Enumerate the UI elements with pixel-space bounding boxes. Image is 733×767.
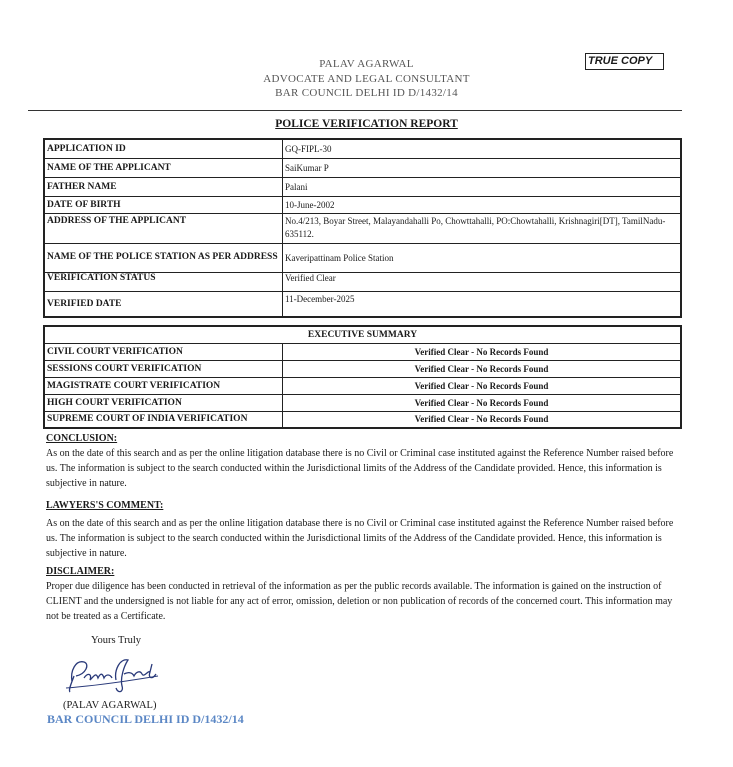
detail-label: NAME OF THE APPLICANT xyxy=(44,158,283,177)
summary-value: Verified Clear - No Records Found xyxy=(283,343,682,360)
signatory-name: (PALAV AGARWAL) xyxy=(63,700,157,711)
conclusion-section xyxy=(46,431,686,491)
table-row xyxy=(44,213,681,243)
report-title: POLICE VERIFICATION REPORT xyxy=(275,118,458,130)
executive-summary-table xyxy=(43,325,682,429)
lawyers-comment-section xyxy=(46,498,686,561)
table-row xyxy=(44,394,681,411)
detail-value: 11-December-2025 xyxy=(283,291,682,317)
table-row xyxy=(44,326,681,343)
closing-text: Yours Truly xyxy=(91,635,142,646)
table-row xyxy=(44,377,681,394)
lawyers-comment-heading: LAWYERS'S COMMENT: xyxy=(46,500,164,511)
detail-value: GQ-FIPL-30 xyxy=(283,139,682,158)
detail-value: Palani xyxy=(283,177,682,196)
detail-value: Kaveripattinam Police Station xyxy=(283,243,682,272)
detail-label: FATHER NAME xyxy=(44,177,283,196)
true-copy-stamp: TRUE COPY xyxy=(585,53,664,70)
table-row xyxy=(44,291,681,317)
summary-label: HIGH COURT VERIFICATION xyxy=(44,394,283,411)
table-row xyxy=(44,158,681,177)
detail-value: Verified Clear xyxy=(283,272,682,291)
detail-value: SaiKumar P xyxy=(283,158,682,177)
disclaimer-text: Proper due diligence has been conducted in retrieval of the information as per the public records available. The information is gained on the instruction of CLIENT and the undersigned is not liable for any act of error, omission, deletion or non publication of records of the concerned court. This information may not be treated as a Certificate. xyxy=(46,581,673,622)
advocate-name: PALAV AGARWAL xyxy=(319,58,414,70)
letterhead-bar-id: BAR COUNCIL DELHI ID D/1432/14 xyxy=(275,87,458,99)
summary-label: SESSIONS COURT VERIFICATION xyxy=(44,360,283,377)
table-row xyxy=(44,196,681,213)
summary-value: Verified Clear - No Records Found xyxy=(283,394,682,411)
summary-value: Verified Clear - No Records Found xyxy=(283,377,682,394)
disclaimer-section xyxy=(46,564,686,624)
table-row xyxy=(44,177,681,196)
detail-value: No.4/213, Boyar Street, Malayandahalli Po, Chowttahalli, PO:Chowtahalli, Krishnagiri[DT], TamilNadu-635112. xyxy=(283,213,682,243)
detail-label: VERIFICATION STATUS xyxy=(44,272,283,291)
table-row xyxy=(44,360,681,377)
detail-label: NAME OF THE POLICE STATION AS PER ADDRESS xyxy=(44,243,283,272)
table-row xyxy=(44,243,681,272)
summary-heading: EXECUTIVE SUMMARY xyxy=(44,326,681,343)
detail-label: ADDRESS OF THE APPLICANT xyxy=(44,213,283,243)
summary-label: SUPREME COURT OF INDIA VERIFICATION xyxy=(44,411,283,428)
conclusion-text: As on the date of this search and as per the online litigation database there is no Civil or Criminal case instituted against the Reference Number raised before us. The information is subject to the search conducted within the Jurisdictional limits of the Address of the Candidate provided. Hence, this information is subjective in nature. xyxy=(46,448,674,489)
detail-value: 10-June-2002 xyxy=(283,196,682,213)
table-row xyxy=(44,411,681,428)
handwritten-signature-icon xyxy=(62,652,162,696)
lawyers-comment-text: As on the date of this search and as per the online litigation database there is no Civil or Criminal case instituted against the Reference Number raised before us. The information is subject to the search conducted within the Jurisdictional limits of the Address of the Candidate provided. Hence, this information is subjective in nature. xyxy=(46,518,674,559)
signatory-bar-id: BAR COUNCIL DELHI ID D/1432/14 xyxy=(47,712,244,726)
table-row xyxy=(44,272,681,291)
conclusion-heading: CONCLUSION: xyxy=(46,433,118,444)
table-row xyxy=(44,343,681,360)
disclaimer-heading: DISCLAIMER: xyxy=(46,566,115,577)
advocate-title: ADVOCATE AND LEGAL CONSULTANT xyxy=(263,72,470,85)
summary-label: CIVIL COURT VERIFICATION xyxy=(44,343,283,360)
header-divider xyxy=(28,110,682,111)
summary-label: MAGISTRATE COURT VERIFICATION xyxy=(44,377,283,394)
summary-value: Verified Clear - No Records Found xyxy=(283,360,682,377)
detail-label: VERIFIED DATE xyxy=(44,291,283,317)
table-row xyxy=(44,139,681,158)
detail-label: DATE OF BIRTH xyxy=(44,196,283,213)
detail-label: APPLICATION ID xyxy=(44,139,283,158)
summary-value: Verified Clear - No Records Found xyxy=(283,411,682,428)
details-table xyxy=(43,138,682,318)
